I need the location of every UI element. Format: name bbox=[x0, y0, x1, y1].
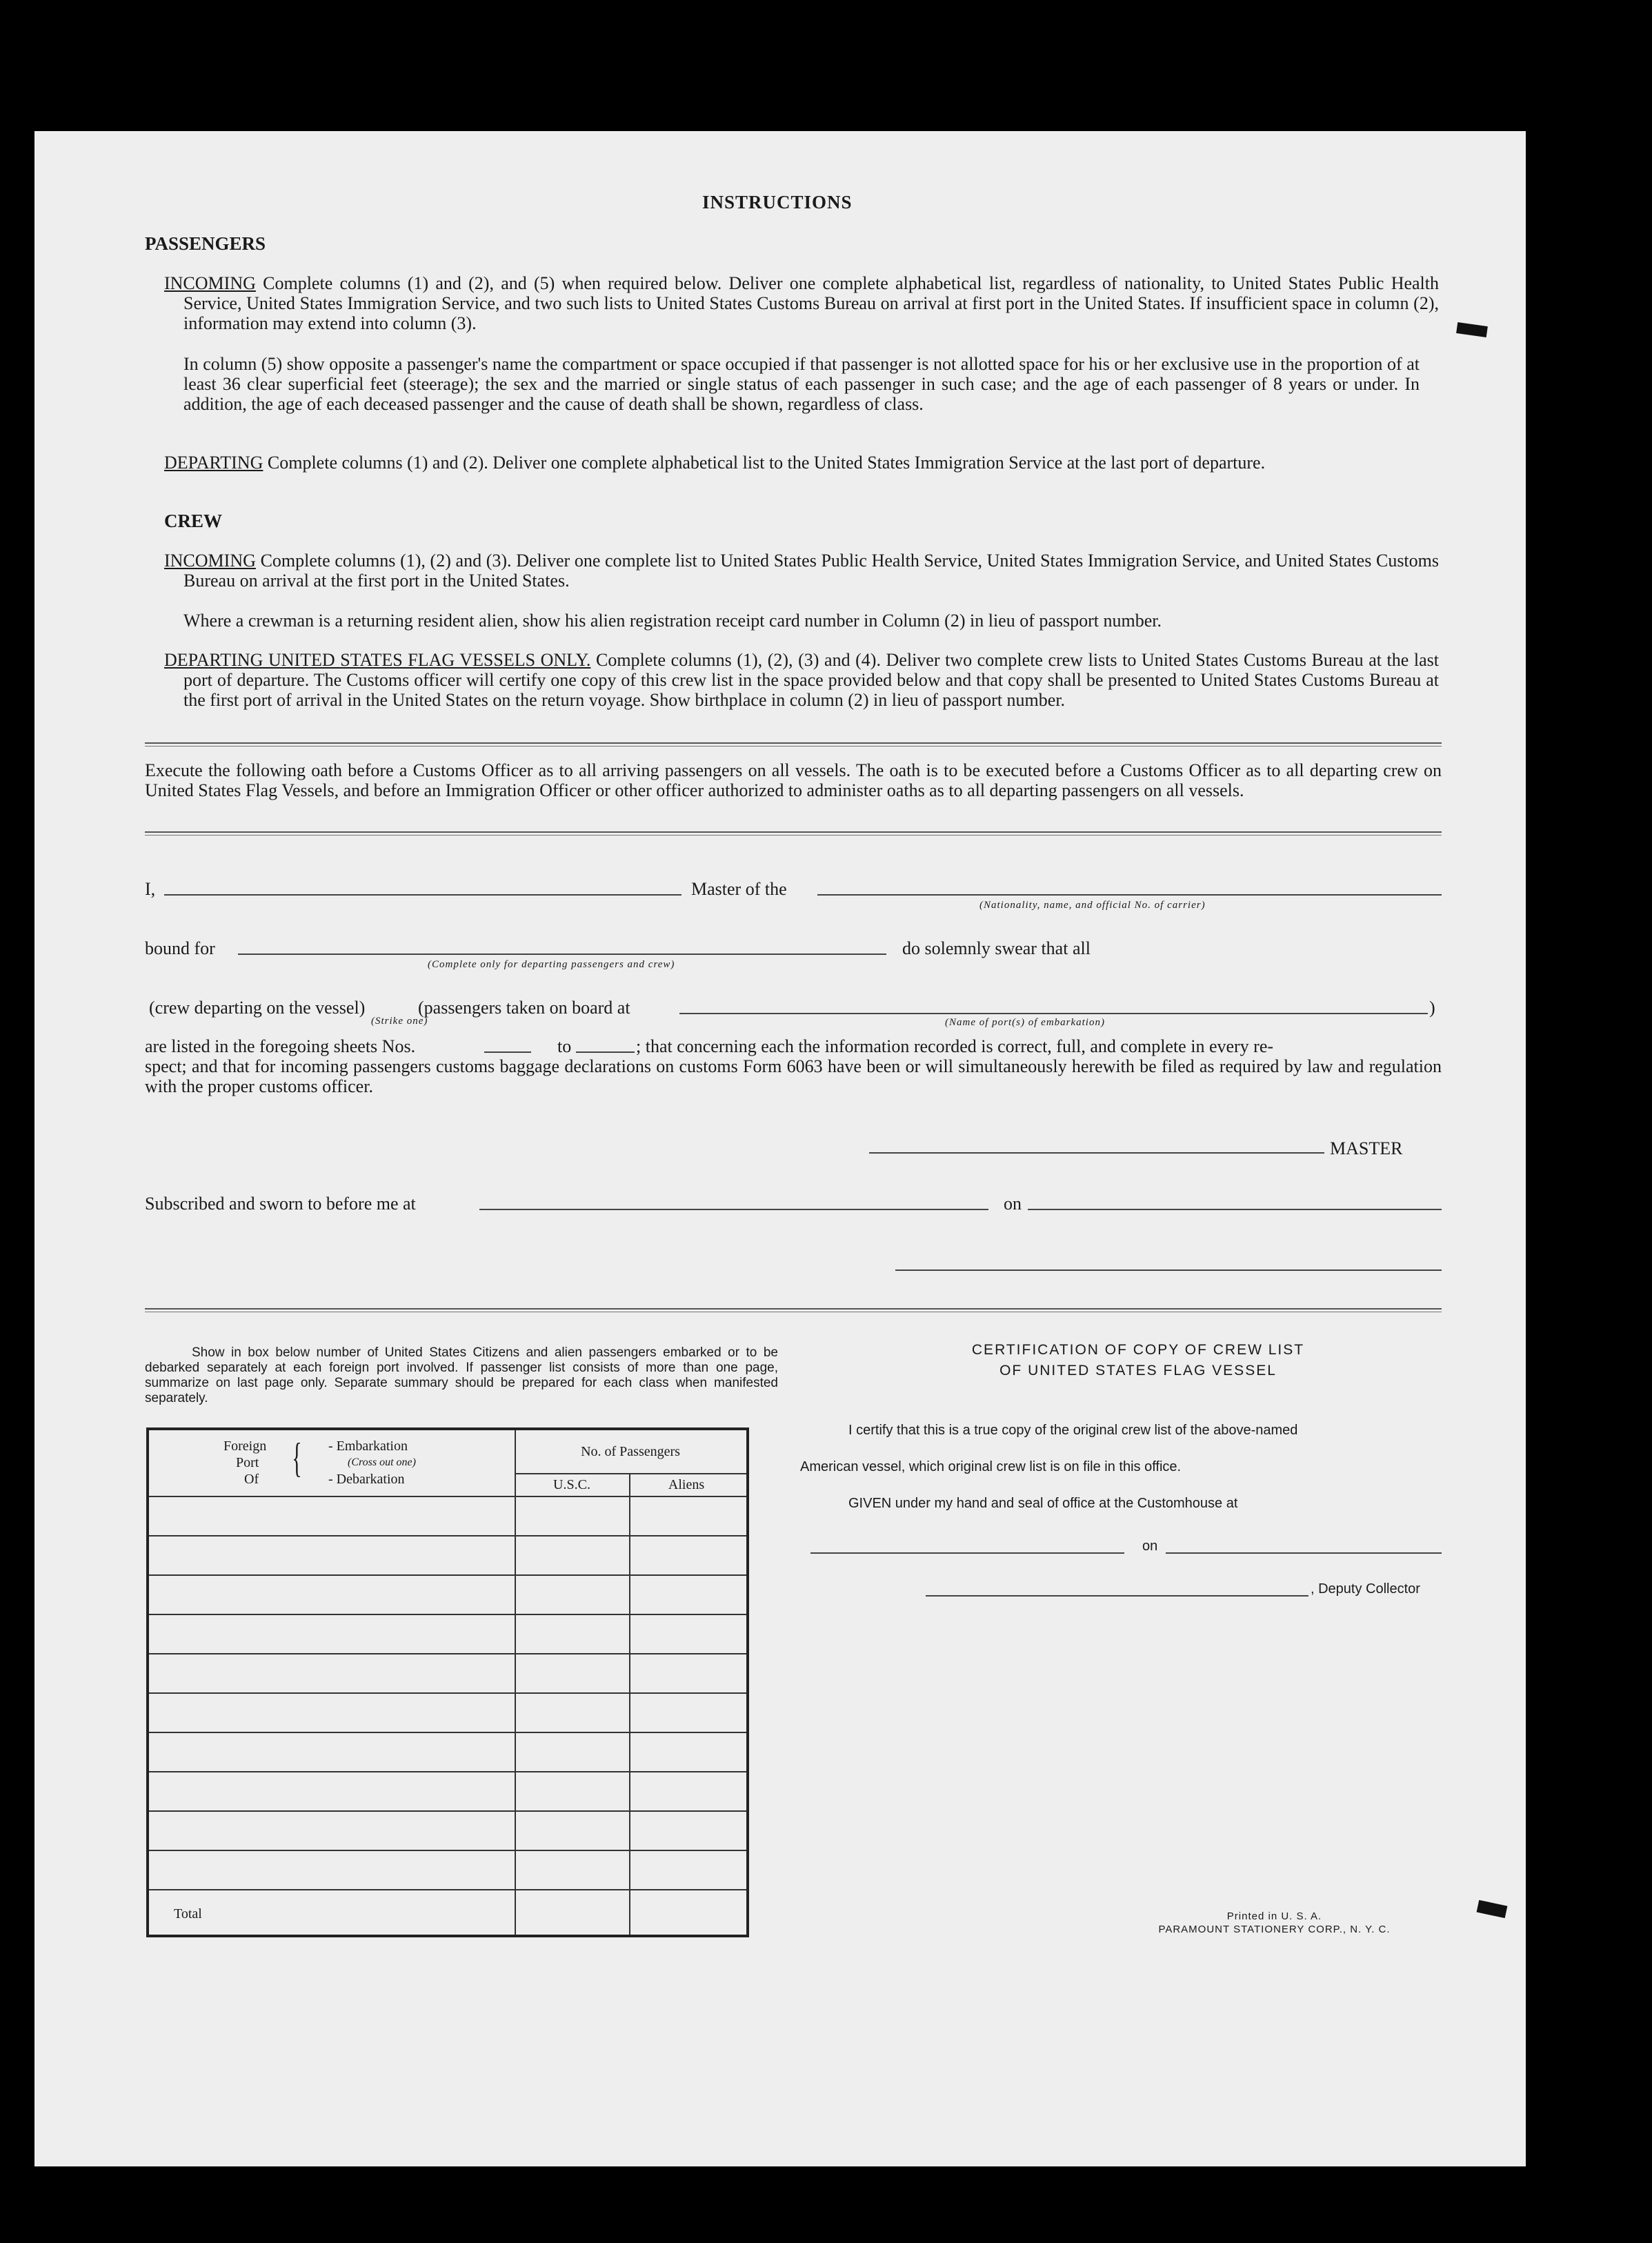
deputy-collector-label: , Deputy Collector bbox=[1311, 1581, 1420, 1597]
cross-out-hint: (Cross out one) bbox=[348, 1456, 416, 1468]
bound-for-label: bound for bbox=[145, 938, 215, 958]
table-col-divider bbox=[629, 1473, 630, 1935]
listed-text-continued: spect; and that for incoming passengers customs baggage declarations on customs Form 6063 have been or will simultaneously herewith be filed as required by law and regulation with the proper customs officer. bbox=[145, 1056, 1442, 1096]
certification-title-line1: CERTIFICATION OF COPY OF CREW LIST bbox=[971, 1342, 1305, 1358]
table-row-rule bbox=[149, 1732, 746, 1733]
sworn-on-label: on bbox=[1004, 1194, 1022, 1214]
oath-i-label: I, bbox=[145, 879, 156, 899]
passengers-column5-paragraph: In column (5) show opposite a passenger's name the compartment or space occupied if that passenger is not allotted space for his or her exclusive use in the proportion of at least 36 clear superficial feet (steerage); the sex and the married or single status of each passenger in such case; and the age of each passenger of 8 years or under. In addition, the age of each deceased passenger and the cause of death shall be shown, regardless of class. bbox=[183, 354, 1420, 414]
passenger-summary-table bbox=[146, 1427, 749, 1937]
form-page bbox=[34, 131, 1526, 2166]
certification-title-line2: OF UNITED STATES FLAG VESSEL bbox=[999, 1363, 1277, 1379]
table-row-rule bbox=[149, 1614, 746, 1615]
listed-sheets-label: are listed in the foregoing sheets Nos. bbox=[145, 1036, 416, 1056]
brace-icon: { bbox=[292, 1435, 302, 1481]
crew-incoming-label: INCOMING bbox=[164, 551, 256, 571]
port-hint: (Name of port(s) of embarkation) bbox=[945, 1017, 1105, 1028]
passengers-departing-text: Complete columns (1) and (2). Deliver one complete alphabetical list to the United States Immigration Service at the last port of departure. bbox=[267, 453, 1266, 473]
customhouse-field[interactable] bbox=[810, 1552, 1124, 1554]
printer-line2: PARAMOUNT STATIONERY CORP., N. Y. C. bbox=[1158, 1924, 1391, 1935]
table-row-rule bbox=[149, 1771, 746, 1772]
master-name-field[interactable] bbox=[164, 894, 681, 896]
listed-text-rest: ; that concerning each the information recorded is correct, full, and complete in every re- bbox=[636, 1036, 1274, 1056]
subscribed-label: Subscribed and sworn to before me at bbox=[145, 1194, 416, 1214]
scan-mark bbox=[1477, 1900, 1508, 1918]
crew-departing-label: DEPARTING UNITED STATES FLAG VESSELS ONLY. bbox=[164, 650, 591, 670]
foreign-label: Foreign bbox=[223, 1439, 267, 1454]
usc-header: U.S.C. bbox=[553, 1477, 590, 1492]
debarkation-option[interactable]: - Debarkation bbox=[328, 1472, 405, 1487]
carrier-hint: (Nationality, name, and official No. of carrier) bbox=[979, 900, 1206, 911]
table-row-rule bbox=[149, 1850, 746, 1851]
officer-signature-field[interactable] bbox=[895, 1269, 1442, 1271]
crew-incoming-paragraph bbox=[164, 551, 1439, 591]
printer-imprint bbox=[1111, 1910, 1438, 1936]
passengers-incoming-label: INCOMING bbox=[164, 273, 256, 293]
close-paren: ) bbox=[1429, 998, 1435, 1018]
aliens-header: Aliens bbox=[668, 1477, 705, 1492]
certification-title bbox=[793, 1340, 1483, 1381]
embarkation-option[interactable]: - Embarkation bbox=[328, 1439, 408, 1454]
bound-for-hint: (Complete only for departing passengers and crew) bbox=[428, 959, 675, 970]
carrier-field[interactable] bbox=[817, 894, 1442, 896]
sworn-date-field[interactable] bbox=[1028, 1209, 1442, 1210]
crew-incoming-text: Complete columns (1), (2) and (3). Deliver one complete list to United States Public Health Service, United States Immigration Service, and United States Customs Bureau on arrival at the first port in the United States. bbox=[183, 551, 1440, 591]
of-label: Of bbox=[244, 1472, 259, 1487]
passengers-incoming-paragraph bbox=[164, 273, 1439, 333]
sworn-place-field[interactable] bbox=[479, 1209, 988, 1210]
crew-resident-paragraph: Where a crewman is a returning resident alien, show his alien registration receipt card number in Column (2) in lieu of passport number. bbox=[183, 611, 1162, 631]
oath-instructions: Execute the following oath before a Customs Officer as to all arriving passengers on all vessels. The oath is to be executed before a Customs Officer as to all departing crew on United States Flag Vessels, and before an Immigration Officer or other officer authorized to administer oaths as to all departing passengers on all vessels. bbox=[145, 760, 1442, 800]
table-col-divider bbox=[515, 1430, 516, 1935]
table-row-rule bbox=[149, 1653, 746, 1654]
master-signature-field[interactable] bbox=[869, 1152, 1324, 1154]
crew-departing-paragraph bbox=[164, 650, 1439, 710]
no-of-passengers-header: No. of Passengers bbox=[581, 1444, 680, 1459]
page-title: INSTRUCTIONS bbox=[702, 192, 853, 213]
sheet-from-field[interactable] bbox=[484, 1051, 531, 1053]
table-row-rule bbox=[149, 1889, 746, 1890]
table-row-rule bbox=[149, 1574, 746, 1576]
crew-heading: CREW bbox=[164, 511, 223, 531]
cert-on-label: on bbox=[1142, 1539, 1158, 1554]
deputy-signature-field[interactable] bbox=[926, 1595, 1308, 1597]
table-row-rule bbox=[149, 1810, 746, 1812]
printer-line1: Printed in U. S. A. bbox=[1226, 1910, 1322, 1922]
passengers-taken-option[interactable]: (passengers taken on board at bbox=[418, 998, 630, 1018]
double-rule bbox=[145, 831, 1442, 836]
scan-mark bbox=[1456, 322, 1488, 337]
embarkation-port-field[interactable] bbox=[679, 1013, 1428, 1014]
double-rule bbox=[145, 742, 1442, 747]
passengers-departing-label: DEPARTING bbox=[164, 453, 263, 473]
table-row-rule bbox=[149, 1535, 746, 1536]
crew-departing-text: Complete columns (1), (2), (3) and (4). Deliver two complete crew lists to United States Customs Bureau at the last port of departure. The Customs officer will certify one copy of this crew list in the space provided below and that copy shall be presented to United States Customs Bureau at the first port of arrival in the United States on the return voyage. Show birthplace in column (2) in lieu of passport number. bbox=[183, 650, 1440, 710]
table-row-rule bbox=[149, 1692, 746, 1694]
strike-one-hint: (Strike one) bbox=[371, 1016, 428, 1027]
to-label: to bbox=[557, 1036, 572, 1056]
total-label: Total bbox=[174, 1906, 202, 1921]
bound-for-field[interactable] bbox=[238, 953, 886, 955]
sheet-to-field[interactable] bbox=[576, 1051, 635, 1053]
port-label: Port bbox=[236, 1455, 259, 1470]
certify-line2: American vessel, which original crew list is on file in this office. bbox=[800, 1459, 1182, 1474]
table-header-divider bbox=[515, 1473, 746, 1474]
passengers-incoming-text: Complete columns (1) and (2), and (5) when required below. Deliver one complete alphabetical list, regardless of nationality, to United States Public Health Service, United States Immigration Service, and two such lists to United States Customs Bureau on arrival at first port in the United States. If insufficient space in column (2), information may extend into column (3). bbox=[183, 273, 1440, 333]
certify-line1: I certify that this is a true copy of the original crew list of the above-named bbox=[848, 1423, 1298, 1438]
crew-departing-option[interactable]: (crew departing on the vessel) bbox=[149, 998, 366, 1018]
cert-date-field[interactable] bbox=[1166, 1552, 1442, 1554]
passengers-heading: PASSENGERS bbox=[145, 233, 266, 254]
summary-instructions: Show in box below number of United States Citizens and alien passengers embarked or to be debarked separately at each foreign port involved. If passenger list consists of more than one page, summarize on last page only. Separate summary should be prepared for each class when manifested separately. bbox=[145, 1345, 778, 1405]
master-of-the-label: Master of the bbox=[691, 879, 787, 899]
double-rule bbox=[145, 1308, 1442, 1312]
swear-text: do solemnly swear that all bbox=[902, 938, 1091, 958]
passengers-departing-paragraph bbox=[164, 453, 1439, 473]
master-label: MASTER bbox=[1330, 1138, 1403, 1158]
table-header-rule bbox=[149, 1496, 746, 1497]
given-line: GIVEN under my hand and seal of office at the Customhouse at bbox=[848, 1496, 1238, 1511]
